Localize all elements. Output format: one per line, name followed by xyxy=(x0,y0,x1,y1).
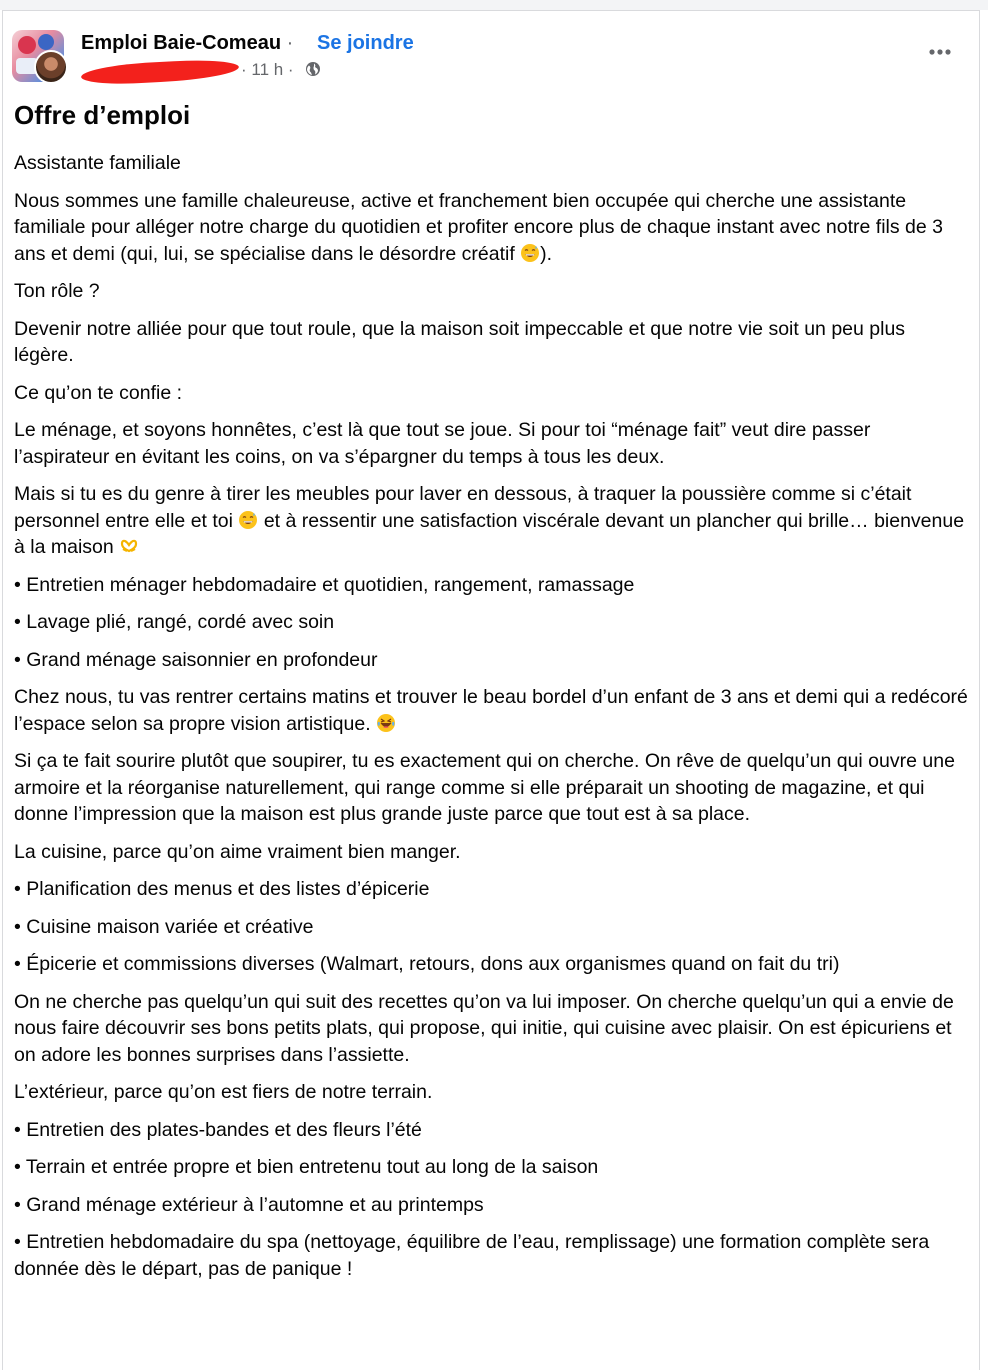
grinning-sweat-emoji xyxy=(520,243,540,263)
list-item: • Grand ménage extérieur à l’automne et au printemps xyxy=(14,1193,484,1216)
post-title: Offre d’emploi xyxy=(14,100,191,130)
paragraph: Le ménage, et soyons honnêtes, c’est là que tout se joue. Si pour toi “ménage fait” veut dire passer l’aspirateur en évitant les coins, on va s’épargner du temps à tous les deux. xyxy=(14,419,871,468)
paragraph: Ton rôle ? xyxy=(14,280,100,302)
paragraph: La cuisine, parce qu’on aime vraiment bien manger. xyxy=(14,840,461,863)
post-header xyxy=(12,20,972,80)
paragraph: Ce qu’on te confie : xyxy=(14,381,183,404)
globe-icon xyxy=(305,61,321,77)
join-group-button[interactable]: Se joindre xyxy=(317,32,414,54)
list-item: • Entretien hebdomadaire du spa (nettoyage, équilibre de l’eau, remplissage) une formation complète sera donnée dès le départ, pas de panique ! xyxy=(14,1231,930,1280)
paragraph: Si ça te fait sourire plutôt que soupirer, tu es exactement qui on cherche. On rêve de quelqu’un qui ouvre une armoire et la réorganise naturellement, qui range comme si elle préparait un shooting de magazine, et qui donne l’impression que la maison est plus grande juste parce que tout est à sa place. xyxy=(14,750,955,825)
paragraph: Mais si tu es du genre à tirer les meubles pour laver en dessous, à traquer la poussière comme si c’était personnel entre elle et toi et à ressentir une satisfaction viscérale devant un plancher qui brille… bienvenue à la maison xyxy=(14,483,965,558)
paragraph: Nous sommes une famille chaleureuse, active et franchement bien occupée qui cherche une assistante familiale pour alléger notre charge du quotidien et profiter encore plus de chaque instant avec notre fils de 3 ans et demi (qui, lui, se spécialise dans le désordre créatif ). xyxy=(14,189,943,265)
paragraph: On ne cherche pas quelqu’un qui suit des recettes qu’on va lui imposer. On cherche quelqu’un qui a envie de nous faire découvrir ses bons petits plats, qui propose, qui initie, qui cuisine avec plaisir. On est épicuriens et on adore les bonnes surprises dans l’assiette. xyxy=(14,990,954,1066)
more-options-icon[interactable] xyxy=(927,42,957,62)
feed-background-strip xyxy=(0,0,988,10)
heart-hands-emoji xyxy=(119,536,139,556)
author-avatar[interactable] xyxy=(34,50,68,84)
list-item: • Planification des menus et des listes d’épicerie xyxy=(14,878,430,900)
paragraph: Devenir notre alliée pour que tout roule, que la maison soit impeccable et que notre vie soit un peu plus légère. xyxy=(14,317,906,366)
list-item: • Grand ménage saisonnier en profondeur xyxy=(14,648,378,671)
grinning-sweat-emoji xyxy=(238,510,258,530)
list-item: • Cuisine maison variée et créative xyxy=(14,915,314,938)
paragraph: Assistante familiale xyxy=(14,152,181,174)
paragraph: L’extérieur, parce qu’on est fiers de notre terrain. xyxy=(14,1081,433,1103)
list-item: • Entretien des plates-bandes et des fleurs l’été xyxy=(14,1118,422,1141)
tears-of-joy-emoji xyxy=(376,713,396,733)
list-item: • Épicerie et commissions diverses (Walmart, retours, dons aux organismes quand on fait du tri) xyxy=(14,953,840,975)
post-time[interactable]: · 11 h · xyxy=(241,60,294,79)
group-name-link[interactable]: Emploi Baie-Comeau · xyxy=(81,32,294,54)
post-body xyxy=(14,150,969,1293)
list-item: • Lavage plié, rangé, cordé avec soin xyxy=(14,611,335,633)
paragraph: Chez nous, tu vas rentrer certains matins et trouver le beau bordel d’un enfant de 3 ans et demi qui a redécoré l’espace selon sa propre vision artistique. xyxy=(14,686,968,735)
list-item: • Terrain et entrée propre et bien entretenu tout au long de la saison xyxy=(14,1156,599,1178)
list-item: • Entretien ménager hebdomadaire et quotidien, rangement, ramassage xyxy=(14,573,635,596)
